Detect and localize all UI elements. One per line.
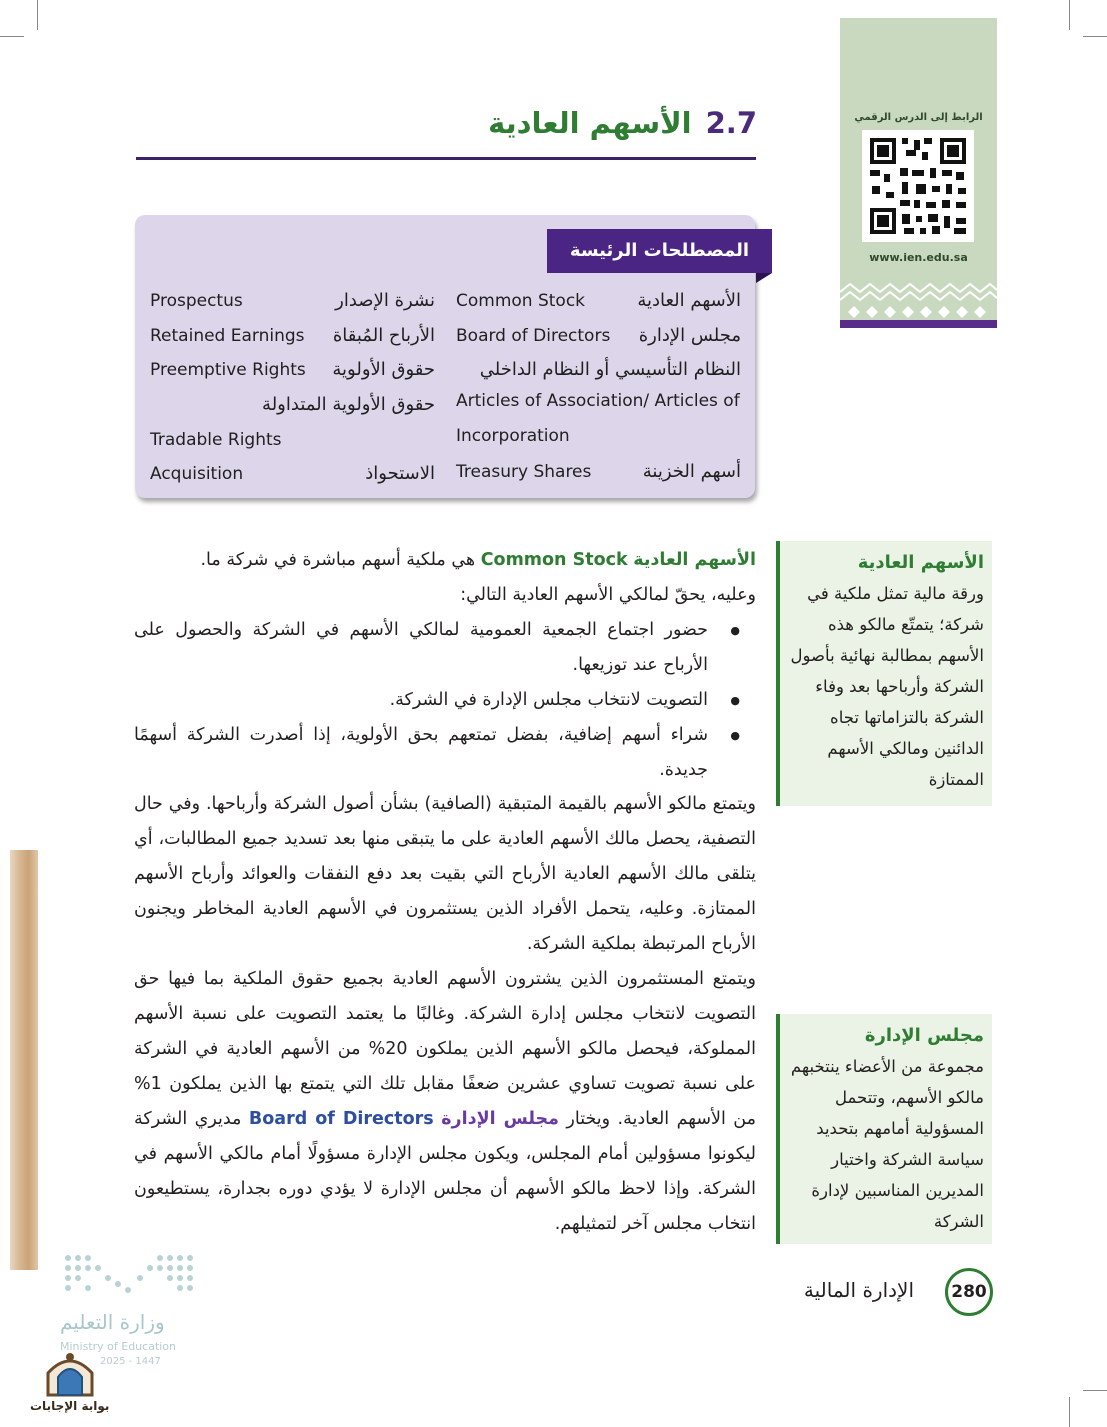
paragraph-intro <box>134 543 756 578</box>
book-title: الإدارة المالية <box>803 1278 914 1302</box>
term-ar: مجلس الإدارة <box>638 325 741 346</box>
term-ar: الأرباح المُبقاة <box>332 325 435 346</box>
term-ar: الأسهم العادية <box>637 290 741 311</box>
title-underline <box>136 157 756 160</box>
crop-mark <box>37 0 38 30</box>
qr-code[interactable] <box>862 130 974 242</box>
decorative-pattern-icon <box>840 278 997 328</box>
highlight-term-en: Board of Directors <box>248 1109 434 1129</box>
highlight-term-ar: الأسهم العادية <box>633 550 756 570</box>
term-ar: نشرة الإصدار <box>335 290 435 311</box>
definition-title: مجلس الإدارة <box>864 1025 984 1046</box>
key-terms-header: المصطلحات الرئيسة <box>547 229 772 273</box>
qr-code-icon <box>862 130 974 242</box>
term-en: Tradable Rights <box>150 430 282 450</box>
term-en: Incorporation <box>456 426 570 446</box>
qr-label: الرابط إلى الدرس الرقمي <box>854 112 983 123</box>
paragraph-text: مديري الشركة ليكونوا مسؤولين أمام المجلس، ويكون مجلس الإدارة مسؤولًا أمام مالكي الأسهم في الشركة. وإذا لاحظ مالكو الأسهم أن مجلس الإدارة لا يؤدي دوره بجدارة، يستطيعون انتخاب مجلس آخر لتمثيلهم. <box>134 1109 756 1234</box>
ministry-logo-icon <box>60 1250 200 1300</box>
qr-panel <box>840 18 997 328</box>
highlight-term-en: Common Stock <box>480 550 628 570</box>
term-ar: حقوق الأولوية المتداولة <box>262 394 435 415</box>
section-title <box>488 106 757 140</box>
rights-list <box>134 613 756 788</box>
definition-common-stock <box>776 541 992 806</box>
list-item: ● التصويت لانتخاب مجلس الإدارة في الشركة. <box>134 683 708 718</box>
term-ar: الاستحواذ <box>365 463 435 484</box>
list-item: ● حضور اجتماع الجمعية العمومية لمالكي الأسهم في الشركة والحصول على الأرباح عند توزيعها. <box>134 613 708 683</box>
section-title-text: الأسهم العادية <box>488 106 692 140</box>
term-en: Retained Earnings <box>150 326 305 346</box>
term-en: Common Stock <box>456 291 586 311</box>
paragraph-text: هي ملكية أسهم مباشرة في شركة ما. <box>200 550 481 570</box>
crop-mark <box>1083 1390 1107 1391</box>
term-en: Treasury Shares <box>456 462 592 482</box>
highlight-term-ar: مجلس الإدارة <box>441 1109 559 1129</box>
term-ar: النظام التأسيسي أو النظام الداخلي <box>479 359 741 380</box>
ministry-name-en: Ministry of Education <box>60 1340 177 1353</box>
term-en: Prospectus <box>150 291 243 311</box>
page-number: 280 <box>945 1268 993 1316</box>
header-fold <box>756 273 772 283</box>
ministry-year: 2025 - 1447 <box>100 1356 161 1367</box>
qr-url[interactable]: www.ien.edu.sa <box>869 251 968 264</box>
crop-mark <box>1069 1397 1070 1427</box>
definition-title: الأسهم العادية <box>857 552 984 573</box>
list-item: ● شراء أسهم إضافية، بفضل تمتعهم بحق الأولوية، إذا أصدرت الشركة أسهمًا جديدة. <box>134 718 708 788</box>
ministry-name-ar: وزارة التعليم <box>60 1310 165 1334</box>
crop-mark <box>1083 36 1107 37</box>
paragraph-text: ويتمتع المستثمرون الذين يشترون الأسهم العادية بجميع حقوق الملكية بما فيها حق التصويت لانتخاب مجلس إدارة الشركة. وغالبًا ما يعتمد التصويت على نسبة الأسهم المملوكة، فيحصل مالكو الأسهم الذين يملكون 20% من الأسهم العادية في الشركة على نسبة تصويت تساوي عشرين ضعفًا مقابل تلك التي يتمتع بها الذين يملكون 1% من الأسهم العادية. ويختار <box>134 969 756 1129</box>
term-ar: أسهم الخزينة <box>642 461 741 482</box>
crop-mark <box>0 36 24 37</box>
term-en: Preemptive Rights <box>150 360 306 380</box>
section-number: 2.7 <box>705 106 757 140</box>
definition-text: ورقة مالية تمثل ملكية في شركة؛ يتمتّع مالكو هذه الأسهم بمطالبة نهائية بأصول الشركة وأرباحها بعد وفاء الشركة بالتزاماتها تجاه الدائنين ومالكي الأسهم الممتازة <box>790 584 984 789</box>
paragraph-rights-lead: وعليه، يحقّ لمالكي الأسهم العادية التالي: <box>460 585 756 605</box>
definition-board <box>776 1014 992 1244</box>
definition-text: مجموعة من الأعضاء ينتخبهم مالكو الأسهم، وتتحمل المسؤولية أمامهم بتحديد سياسة الشركة واختيار المديرين المناسبين لإدارة الشركة <box>790 1057 984 1231</box>
crop-mark <box>1069 0 1070 30</box>
term-ar: حقوق الأولوية <box>332 359 435 380</box>
wood-strip <box>10 850 38 1270</box>
paragraph-residual: ويتمتع مالكو الأسهم بالقيمة المتبقية (الصافية) بشأن أصول الشركة وأرباحها. وفي حال التصفية، يحصل مالك الأسهم العادية على ما يتبقى منها بعد تسديد جميع المطالبات، أي يتلقى مالك الأسهم العادية الأرباح التي بقيت بعد دفع النفقات والعوائد وأرباح الأسهم الممتازة. وعليه، يتحمل الأفراد الذين يستثمرون في الأسهم العادية المخاطر ويجنون الأرباح المرتبطة بملكية الشركة. <box>134 794 756 954</box>
term-en: Articles of Association/ Articles of <box>456 391 740 411</box>
paragraph-board <box>134 962 756 1242</box>
answers-portal-text: بوابة الإجابات <box>30 1399 110 1413</box>
term-en: Acquisition <box>150 464 244 484</box>
term-en: Board of Directors <box>456 326 611 346</box>
